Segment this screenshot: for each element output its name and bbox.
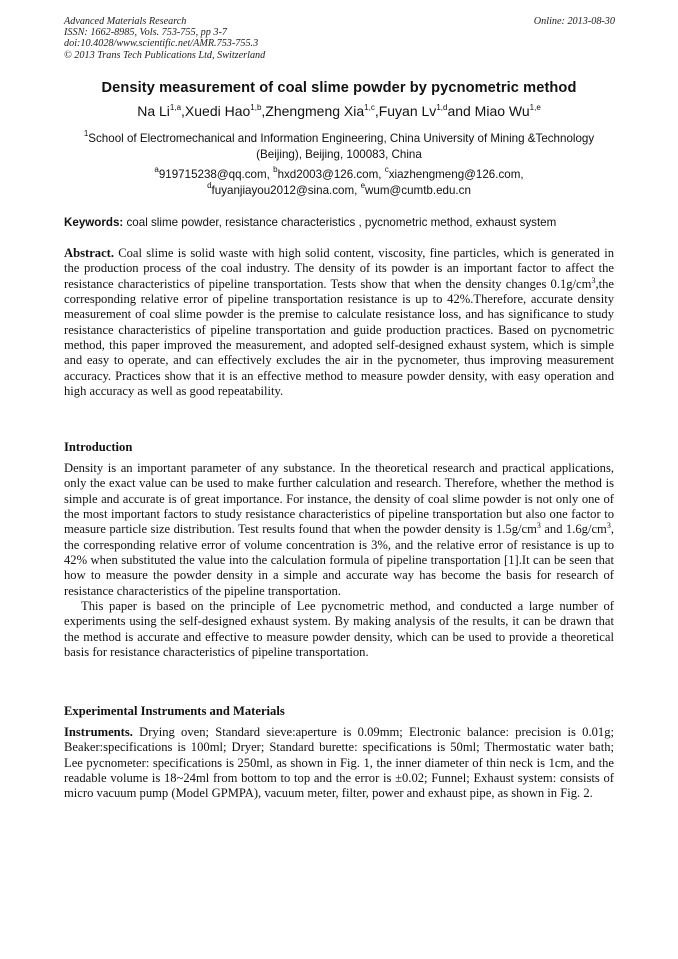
introduction-paragraph-2: This paper is based on the principle of Lee pycnometric method, and conducted a large number of experiments using the self-designed exhaust system. By making analysis of the results, it can be drawn that the method is accurate and effective to measure powder density, which can be used to provide a theoretical basis for resistance characteristics of pipeline transportation. [64,599,614,660]
email-mark: a [154,165,159,174]
abstract-superscript: 3 [591,275,596,285]
doi-link[interactable]: doi:10.4028/www.scientific.net/AMR.753-755.3 [64,38,259,50]
author-affiliation-mark: 1,c [364,103,375,112]
email-link[interactable]: 919715238@qq.com, [158,168,274,181]
keywords-text: coal slime powder, resistance characteristics , pycnometric method, exhaust system [123,216,557,229]
email-link[interactable]: wum@cumtb.edu.cn [365,183,471,197]
keywords [64,216,614,229]
introduction-heading: Introduction [64,440,133,454]
abstract-paragraph [64,246,614,399]
email-mark: b [273,165,278,174]
author-name: and Miao Wu [447,103,530,119]
author-list [0,103,678,119]
intro-superscript: 3 [606,521,611,531]
abstract [64,246,614,399]
author-name: Na Li [137,103,170,119]
email-mark: d [207,180,212,190]
abstract-text: Coal slime is solid waste with high solid content, viscosity, fine particles, which is generated in the production process of the coal industry. The density of its powder is an important factor to affect the resistance characteristics of pipeline transportation. Tests show that when the density changes 0.1g/cm [64,246,614,291]
author-name: ,Fuyan Lv [374,103,437,119]
experimental-body [64,725,614,802]
instruments-text: Drying oven; Standard sieve:aperture is 0.09mm; Electronic balance: precision is 0.01g; Beaker:specifications is 100ml; Dryer; Standard burette: specifications is 50ml; Thermostatic water bath; Lee pycnometer: specifications is 250ml, as shown in Fig. 1, the inner diameter of thin neck is 1cm, and the readable volume is 18~24ml from bottom to top and the error is ±0.02; Funnel; Exhaust system: consists of micro vacuum pump (Model GPMPA), vacuum meter, filter, power and exhaust pipe, as shown in Fig. 2. [64,725,614,801]
abstract-text-continued: ,the corresponding relative error of pipeline transportation resistance is up to 42%.Therefore, accurate density measurement of coal slime powder is the premise to calculate resistance loss, and has significance to study resistance characteristics of pipeline transportation and guide production practices. Based on pycnometric method, this paper improved the measurement, and adopted self-designed exhaust system, which is simple and easy to operate, and can effectively excludes the air in the pycnometer, thus improving measurement accuracy. Practices show that it is an effective method to measure powder density, with easy operation and high accuracy as well as good repeatability. [64,276,614,399]
email-link[interactable]: hxd2003@126.com, [277,168,385,181]
copyright-line: © 2013 Trans Tech Publications Ltd, Switzerland [64,49,266,61]
paper-title: Density measurement of coal slime powder by pycnometric method [101,80,577,96]
author-name: ,Zhengmeng Xia [261,103,365,119]
affiliation-mark: 1 [83,129,89,138]
abstract-label: Abstract. [64,246,115,260]
online-date: Online: 2013-08-30 [533,16,615,27]
journal-name: Advanced Materials Research [64,16,187,27]
experimental-heading: Experimental Instruments and Materials [64,704,285,718]
author-name: ,Xuedi Hao [181,103,251,119]
author-affiliation-mark: 1,b [250,103,262,112]
author-emails [64,167,614,198]
introduction-paragraph-1 [64,461,614,599]
instruments-label: Instruments. [64,725,133,739]
introduction-body [64,461,614,660]
issn-line: ISSN: 1662-8985, Vols. 753-755, pp 3-7 [64,27,227,39]
intro-text: , the corresponding relative error of volume concentration is 3%, and the relative error of resistance is up to 42% when substituted the value into the calculation formula of pipeline transportation [1].It can be seen that how to measure the powder density in a simple and accurate way has become the basis for research of resistance characteristics of the pipeline transportation. [64,522,615,598]
intro-text: and 1.6g/cm [540,522,607,537]
email-mark: c [384,165,389,174]
keywords-label: Keywords: [64,216,124,229]
intro-superscript: 3 [536,521,541,531]
email-link[interactable]: fuyanjiayou2012@sina.com, [211,183,361,197]
affiliation [64,131,614,163]
journal-metadata [64,16,265,61]
email-mark: e [360,180,366,190]
affiliation-text: School of Electromechanical and Information Engineering, China University of Mining &Technology (Beijing), Beijing, 100083, China [88,132,595,161]
email-link[interactable]: xiazhengmeng@126.com, [388,168,524,181]
instruments-paragraph [64,725,614,802]
author-affiliation-mark: 1,a [169,103,182,112]
intro-text: Density is an important parameter of any substance. In the theoretical research and practical applications, only the exact value can be used to make further calculation and research. Therefore, whether the method is simple and accurate is of great importance. For instance, the density of coal slime powder is not only one of the most important factors to study resistance characteristics of pipeline transportation but also one factor to measure particle size distribution. Test results found that when the powder density is 1.5g/cm [64,461,614,537]
author-affiliation-mark: 1,e [529,103,541,112]
author-affiliation-mark: 1,d [436,103,448,112]
